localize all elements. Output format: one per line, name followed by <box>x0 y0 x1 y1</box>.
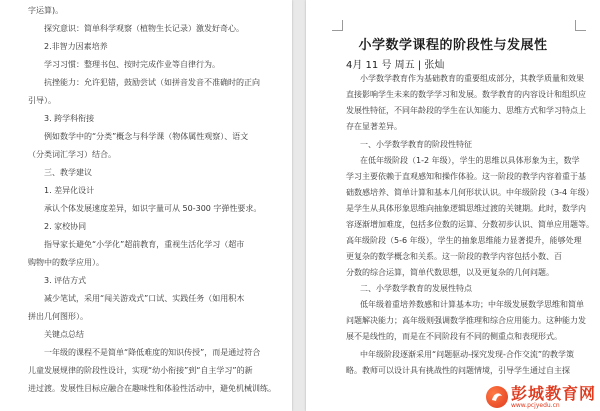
text-line: 拼出几何图形）。 <box>28 312 88 321</box>
text-line: 2. 家校协同 <box>44 222 87 231</box>
text-line: 展不是线性的，而是在不同阶段有不同的侧重点和表现形式。 <box>346 332 562 341</box>
text-line: 问题解决能力；高年级则强调数学推理和综合应用能力。这种能力发 <box>346 316 586 325</box>
text-line: 略。教师可以设计具有挑战性的问题情境，引导学生通过自主探 <box>346 366 570 375</box>
watermark-url: www.pcjyedu.cn <box>510 402 560 409</box>
text-line: 更复杂的数学概念和关系。这一阶段的教学内容包括小数、百 <box>346 252 562 261</box>
text-line: （分类词汇学习）结合。 <box>28 150 116 159</box>
text-line: 探究意识：简单科学观察（植物生长记录）激发好奇心。 <box>44 24 244 33</box>
text-line: 抗挫能力：允许犯错，鼓励尝试（如拼音发音不准确时的正向 <box>44 78 260 87</box>
watermark-title: 彭城教育网 <box>510 384 596 403</box>
text-line: 学习主要依赖于直观感知和操作体验。这一阶段的教学内容着重于基 <box>346 172 586 181</box>
text-line: 三、教学建议 <box>44 168 92 177</box>
text-line: 进过渡。发展性目标应融合在趣味性和体验性活动中，避免机械训练。 <box>28 384 276 393</box>
document-title: 小学数学课程的阶段性与发展性 <box>358 38 548 53</box>
text-line: 指导家长避免“小学化”超前教育，重视生活化学习（超市 <box>44 240 245 249</box>
text-line: 1. 差异化设计 <box>44 186 95 195</box>
text-line: 3. 评估方式 <box>44 276 87 285</box>
text-line: 低年级着重培养数感和计算基本功；中年级发展数学思维和简单 <box>360 300 584 309</box>
text-line: 购物中的数学应用）。 <box>28 258 104 267</box>
text-line: 字运算)。 <box>28 6 64 15</box>
text-line: 例如数学中的“分类”概念与科学课（物体属性观察）、语文 <box>44 132 249 141</box>
text-line: 儿童发展规律的阶段性设计，实现“幼小衔接”到“自主学习”的新 <box>28 366 253 375</box>
text-line: 承认个体发展速度差异，如识字量可从 50-300 字弹性要求。 <box>44 204 262 213</box>
text-line: 是学生从具体形象思维向抽象逻辑思维过渡的关键期。此时，数学内 <box>346 204 586 213</box>
text-line: 高年级阶段（5-6 年级），学生的抽象思维能力显著提升，能够处理 <box>346 236 582 245</box>
text-line: 学习习惯：整理书包、按时完成作业等自律行为。 <box>44 60 220 69</box>
right-document-page <box>306 0 600 411</box>
logo-icon <box>486 386 508 408</box>
text-line: 小学数学教育作为基础教育的重要组成部分，其教学质量和效果 <box>360 74 584 83</box>
text-line: 二、小学数学教育的发展性特点 <box>360 284 472 293</box>
text-line: 容逐渐增加难度，包括多位数的运算、分数初步认识、简单应用题等。 <box>346 220 594 229</box>
text-line: 在低年级阶段（1-2 年级），学生的思维以具体形象为主，数学 <box>360 156 580 165</box>
text-line: 础数感培养、简单计算和基本几何形状认识。中年级阶段（3-4 年级） <box>346 188 594 197</box>
text-line: 直接影响学生未来的数学学习和发展。数学教育的内容设计和组织应 <box>346 90 586 99</box>
site-watermark <box>486 385 596 409</box>
text-line: 减少笔试，采用“闯关游戏式”口试、实践任务（如用积木 <box>44 294 245 303</box>
left-document-page <box>0 0 292 411</box>
text-line: 3. 跨学科衔接 <box>44 114 95 123</box>
text-line: 中年级阶段逐渐采用“问题驱动-探究发现-合作交流”的教学策 <box>360 350 575 359</box>
margin-corner-mark <box>575 20 586 31</box>
document-date: 4月 11 号 周五 | 张灿 <box>346 60 445 71</box>
text-line: 发展性特征，不同年龄段的学生在认知能力、思维方式和学习特点上 <box>346 106 586 115</box>
text-line: 引导）。 <box>28 96 56 105</box>
text-line: 分数的综合运算，简单代数思想，以及更复杂的几何问题。 <box>346 268 554 277</box>
text-line: 一年级的课程不是简单“降低难度的知识传授”，而是通过符合 <box>44 348 261 357</box>
logo-glyph-icon <box>490 390 504 404</box>
text-line: 存在显著差异。 <box>346 122 402 131</box>
text-line: 一、小学数学教育的阶段性特征 <box>360 140 472 149</box>
margin-corner-mark <box>332 20 343 31</box>
text-line: 2.非智力因素培养 <box>44 42 108 51</box>
text-line: 关键点总结 <box>44 330 84 339</box>
